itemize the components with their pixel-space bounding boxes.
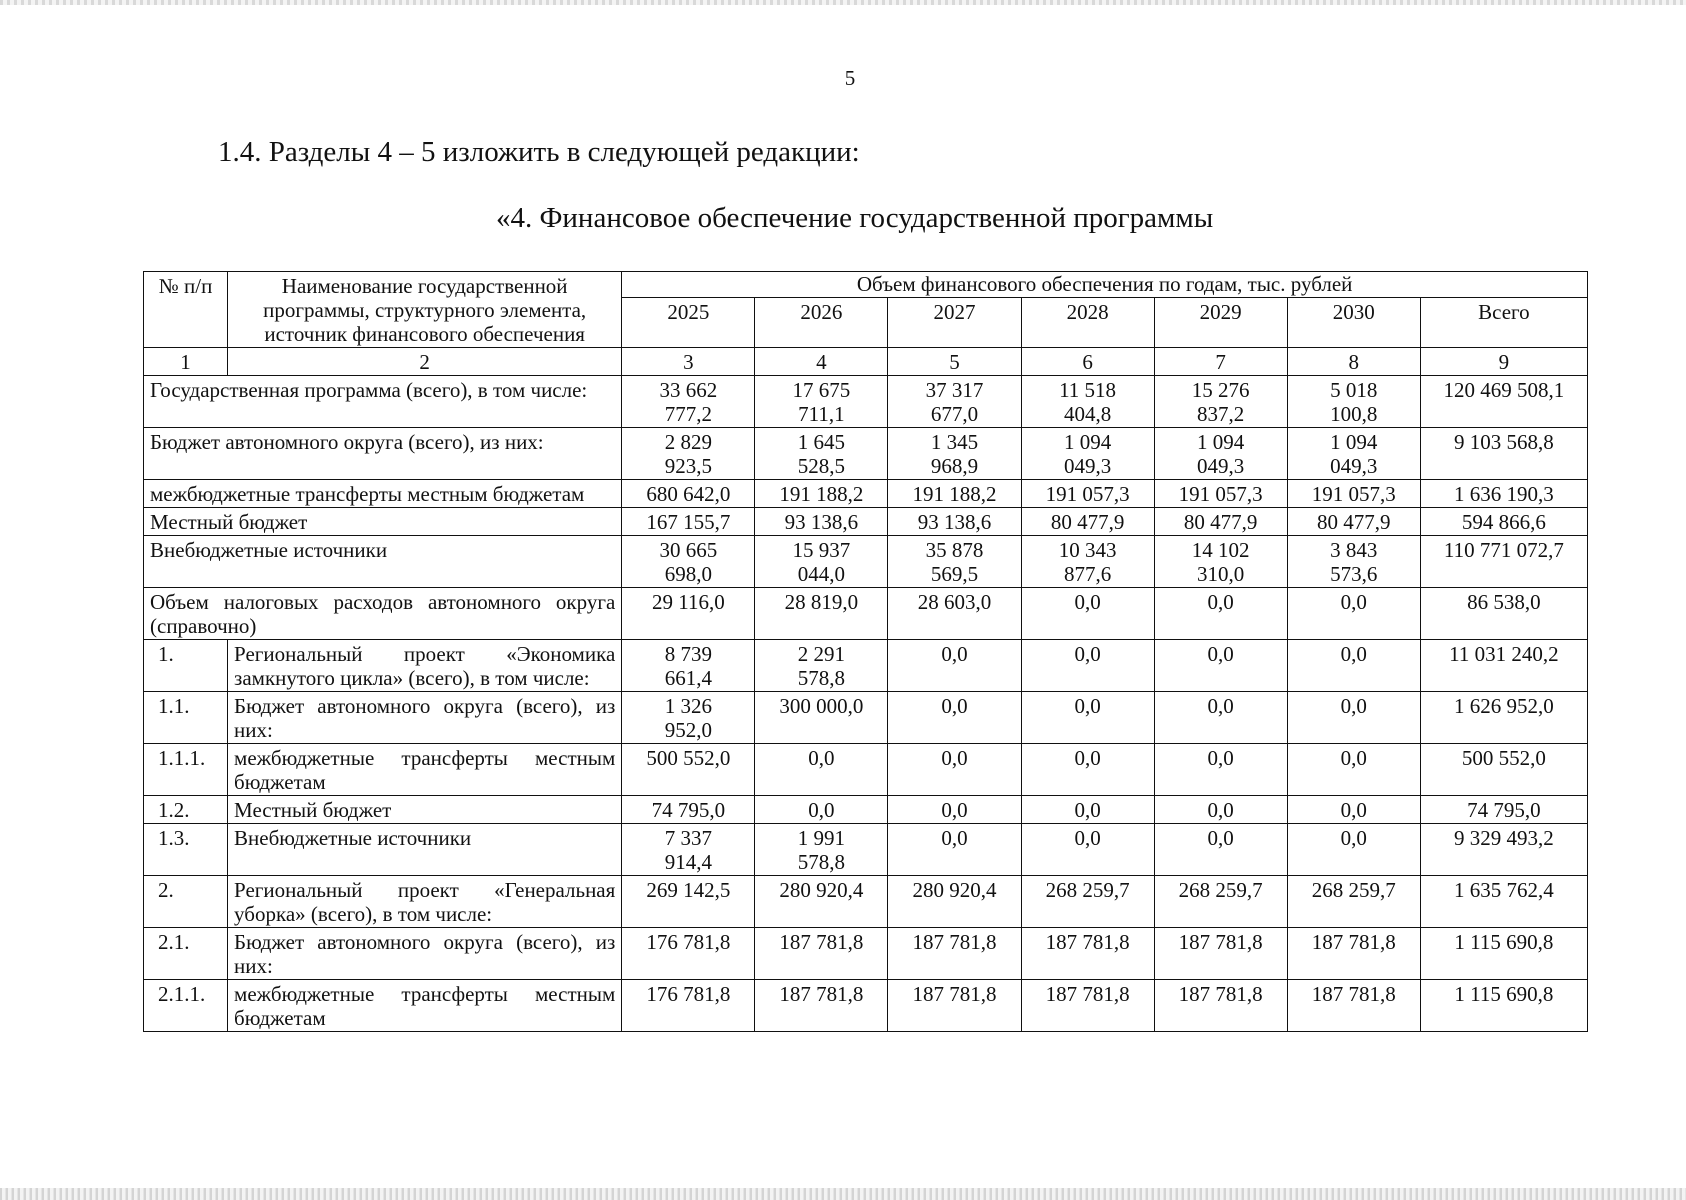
value-line: 500 552,0 bbox=[1461, 746, 1546, 770]
value-line: 187 781,8 bbox=[1045, 930, 1130, 954]
value-line: 0,0 bbox=[941, 746, 968, 770]
value-line: 1 094 bbox=[1197, 430, 1245, 454]
value-cell bbox=[888, 692, 1021, 744]
page-number: 5 bbox=[844, 66, 856, 90]
row-index: 1.1.1. bbox=[144, 744, 228, 796]
value-cell bbox=[622, 692, 755, 744]
value-line: 15 276 bbox=[1191, 378, 1250, 402]
value-line: 15 937 bbox=[792, 538, 851, 562]
total-cell bbox=[1420, 640, 1587, 692]
table-row bbox=[144, 928, 1588, 980]
value-cell bbox=[622, 796, 755, 824]
value-cell bbox=[1021, 588, 1154, 640]
value-cell bbox=[888, 588, 1021, 640]
scan-edge-bottom bbox=[0, 1188, 1686, 1200]
value-line: 0,0 bbox=[1074, 590, 1101, 614]
value-line: 35 878 bbox=[925, 538, 984, 562]
value-line: 0,0 bbox=[1207, 694, 1234, 718]
total-cell bbox=[1420, 588, 1587, 640]
value-line: 2 829 bbox=[664, 430, 712, 454]
total-cell bbox=[1420, 980, 1587, 1032]
total-cell bbox=[1420, 536, 1587, 588]
value-line: 86 538,0 bbox=[1467, 590, 1541, 614]
value-cell bbox=[755, 980, 888, 1032]
value-line: 187 781,8 bbox=[1311, 982, 1396, 1006]
value-line: 5 018 bbox=[1330, 378, 1378, 402]
value-line: 80 477,9 bbox=[1050, 510, 1125, 534]
value-line: 300 000,0 bbox=[779, 694, 864, 718]
value-cell bbox=[1154, 640, 1287, 692]
value-line: 28 603,0 bbox=[917, 590, 992, 614]
value-cell bbox=[1287, 588, 1420, 640]
table-row bbox=[144, 980, 1588, 1032]
summary-row bbox=[144, 536, 1588, 588]
value-line: 661,4 bbox=[664, 666, 712, 690]
value-line: 11 518 bbox=[1059, 378, 1117, 402]
value-cell bbox=[1287, 744, 1420, 796]
value-line: 594 866,6 bbox=[1461, 510, 1546, 534]
value-cell bbox=[888, 876, 1021, 928]
value-line: 698,0 bbox=[664, 562, 712, 586]
header-num: № п/п bbox=[144, 272, 228, 348]
table-row bbox=[144, 640, 1588, 692]
value-cell bbox=[888, 480, 1021, 508]
value-line: 2 291 bbox=[797, 642, 846, 666]
value-line: 711,1 bbox=[798, 402, 845, 426]
value-line: 777,2 bbox=[664, 402, 712, 426]
row-index: 1.2. bbox=[144, 796, 228, 824]
value-line: 1 626 952,0 bbox=[1454, 694, 1554, 718]
header-year: 2028 bbox=[1021, 298, 1154, 348]
value-line: 93 138,6 bbox=[784, 510, 859, 534]
value-line: 837,2 bbox=[1197, 402, 1245, 426]
value-line: 187 781,8 bbox=[1178, 982, 1263, 1006]
value-line: 0,0 bbox=[1074, 642, 1101, 666]
column-number: 9 bbox=[1420, 348, 1587, 376]
value-line: 33 662 bbox=[659, 378, 718, 402]
value-line: 680 642,0 bbox=[646, 482, 731, 506]
value-cell bbox=[622, 824, 755, 876]
value-line: 191 188,2 bbox=[779, 482, 864, 506]
value-line: 9 329 493,2 bbox=[1454, 826, 1554, 850]
value-cell bbox=[1021, 744, 1154, 796]
value-cell bbox=[1154, 508, 1287, 536]
total-cell bbox=[1420, 692, 1587, 744]
total-cell bbox=[1420, 796, 1587, 824]
header-year: 2029 bbox=[1154, 298, 1287, 348]
scan-edge-top bbox=[0, 0, 1686, 5]
value-line: 17 675 bbox=[792, 378, 851, 402]
row-label: Объем налоговых расходов автономного округа (справочно) bbox=[144, 588, 622, 640]
value-line: 187 781,8 bbox=[912, 982, 997, 1006]
value-cell bbox=[1287, 980, 1420, 1032]
value-line: 187 781,8 bbox=[779, 930, 864, 954]
value-line: 8 739 bbox=[664, 642, 712, 666]
value-line: 29 116,0 bbox=[651, 590, 725, 614]
value-line: 30 665 bbox=[659, 538, 718, 562]
value-line: 0,0 bbox=[1340, 590, 1367, 614]
total-cell bbox=[1420, 480, 1587, 508]
row-index: 1.1. bbox=[144, 692, 228, 744]
value-line: 578,8 bbox=[797, 666, 846, 690]
value-line: 573,6 bbox=[1330, 562, 1378, 586]
row-index: 2.1. bbox=[144, 928, 228, 980]
value-cell bbox=[755, 376, 888, 428]
value-cell bbox=[888, 824, 1021, 876]
row-index: 2.1.1. bbox=[144, 980, 228, 1032]
value-line: 1 326 bbox=[664, 694, 712, 718]
table-row bbox=[144, 824, 1588, 876]
value-line: 1 115 690,8 bbox=[1454, 982, 1554, 1006]
value-cell bbox=[1021, 428, 1154, 480]
value-line: 044,0 bbox=[797, 562, 846, 586]
value-cell bbox=[755, 824, 888, 876]
summary-row bbox=[144, 508, 1588, 536]
value-cell bbox=[888, 428, 1021, 480]
row-label: Внебюджетные источники bbox=[228, 824, 622, 876]
value-cell bbox=[622, 508, 755, 536]
value-line: 0,0 bbox=[1207, 826, 1234, 850]
value-line: 677,0 bbox=[930, 402, 979, 426]
value-line: 0,0 bbox=[1207, 746, 1234, 770]
row-label: Внебюджетные источники bbox=[144, 536, 622, 588]
header-name: Наименование государственной программы, структурного элемента, источник финансового обеспечения bbox=[228, 272, 622, 348]
value-line: 14 102 bbox=[1191, 538, 1250, 562]
value-cell bbox=[622, 876, 755, 928]
value-cell bbox=[1021, 980, 1154, 1032]
value-line: 80 477,9 bbox=[1183, 510, 1258, 534]
value-line: 0,0 bbox=[1340, 798, 1367, 822]
column-number: 2 bbox=[228, 348, 622, 376]
value-line: 578,8 bbox=[797, 850, 846, 874]
row-index: 2. bbox=[144, 876, 228, 928]
summary-row bbox=[144, 376, 1588, 428]
value-line: 11 031 240,2 bbox=[1449, 642, 1559, 666]
value-line: 187 781,8 bbox=[1178, 930, 1263, 954]
value-cell bbox=[1287, 376, 1420, 428]
value-line: 37 317 bbox=[925, 378, 984, 402]
value-line: 110 771 072,7 bbox=[1443, 538, 1564, 562]
value-line: 74 795,0 bbox=[1467, 798, 1541, 822]
value-cell bbox=[888, 744, 1021, 796]
row-label: межбюджетные трансферты местным бюджетам bbox=[228, 980, 622, 1032]
value-cell bbox=[755, 744, 888, 796]
value-line: 120 469 508,1 bbox=[1443, 378, 1565, 402]
value-line: 877,6 bbox=[1063, 562, 1112, 586]
table-header bbox=[144, 272, 1588, 376]
table-row bbox=[144, 876, 1588, 928]
value-cell bbox=[1021, 796, 1154, 824]
value-cell bbox=[888, 928, 1021, 980]
value-cell bbox=[622, 928, 755, 980]
value-cell bbox=[622, 640, 755, 692]
value-line: 0,0 bbox=[1340, 642, 1367, 666]
value-cell bbox=[888, 640, 1021, 692]
value-line: 187 781,8 bbox=[1311, 930, 1396, 954]
value-line: 0,0 bbox=[808, 746, 835, 770]
value-cell bbox=[1154, 536, 1287, 588]
value-line: 187 781,8 bbox=[912, 930, 997, 954]
value-cell bbox=[1021, 876, 1154, 928]
value-cell bbox=[755, 508, 888, 536]
value-line: 0,0 bbox=[1207, 590, 1234, 614]
table-body bbox=[144, 376, 1588, 1032]
row-label: Бюджет автономного округа (всего), из них: bbox=[144, 428, 622, 480]
value-line: 0,0 bbox=[1074, 798, 1101, 822]
value-cell bbox=[888, 376, 1021, 428]
value-cell bbox=[888, 796, 1021, 824]
value-line: 9 103 568,8 bbox=[1454, 430, 1554, 454]
value-line: 1 636 190,3 bbox=[1454, 482, 1554, 506]
value-line: 0,0 bbox=[1340, 694, 1367, 718]
summary-row bbox=[144, 480, 1588, 508]
header-year: 2025 bbox=[622, 298, 755, 348]
column-number: 7 bbox=[1154, 348, 1287, 376]
value-cell bbox=[1021, 928, 1154, 980]
value-cell bbox=[1287, 796, 1420, 824]
value-line: 7 337 bbox=[664, 826, 712, 850]
value-cell bbox=[1287, 824, 1420, 876]
value-cell bbox=[1287, 536, 1420, 588]
value-line: 191 188,2 bbox=[912, 482, 997, 506]
value-line: 74 795,0 bbox=[651, 798, 726, 822]
total-cell bbox=[1420, 744, 1587, 796]
value-cell bbox=[1154, 428, 1287, 480]
value-cell bbox=[622, 536, 755, 588]
value-cell bbox=[622, 376, 755, 428]
header-group: Объем финансового обеспечения по годам, тыс. рублей bbox=[622, 272, 1588, 298]
value-cell bbox=[1287, 876, 1420, 928]
value-cell bbox=[1021, 536, 1154, 588]
value-line: 0,0 bbox=[941, 642, 968, 666]
row-label: Местный бюджет bbox=[228, 796, 622, 824]
value-cell bbox=[1287, 640, 1420, 692]
value-cell bbox=[622, 980, 755, 1032]
table-row bbox=[144, 796, 1588, 824]
value-line: 0,0 bbox=[808, 798, 835, 822]
value-line: 968,9 bbox=[930, 454, 979, 478]
value-cell bbox=[755, 536, 888, 588]
row-label: Бюджет автономного округа (всего), из них: bbox=[228, 928, 622, 980]
value-line: 3 843 bbox=[1330, 538, 1378, 562]
value-cell bbox=[1287, 480, 1420, 508]
value-cell bbox=[622, 480, 755, 508]
value-line: 176 781,8 bbox=[646, 982, 731, 1006]
value-line: 268 259,7 bbox=[1311, 878, 1396, 902]
value-line: 176 781,8 bbox=[646, 930, 731, 954]
column-number: 8 bbox=[1287, 348, 1420, 376]
value-cell bbox=[755, 876, 888, 928]
value-line: 191 057,3 bbox=[1178, 482, 1263, 506]
value-line: 0,0 bbox=[941, 826, 968, 850]
value-line: 0,0 bbox=[1340, 746, 1367, 770]
row-label: Региональный проект «Генеральная уборка» (всего), в том числе: bbox=[228, 876, 622, 928]
value-cell bbox=[755, 428, 888, 480]
financing-table bbox=[143, 271, 1588, 1032]
value-cell bbox=[622, 588, 755, 640]
value-line: 1 094 bbox=[1330, 430, 1378, 454]
value-cell bbox=[1021, 376, 1154, 428]
value-cell bbox=[1154, 480, 1287, 508]
value-line: 187 781,8 bbox=[1045, 982, 1130, 1006]
value-cell bbox=[1154, 692, 1287, 744]
value-cell bbox=[755, 588, 888, 640]
section-title: «4. Финансовое обеспечение государственной программы bbox=[496, 202, 1214, 234]
value-cell bbox=[755, 480, 888, 508]
row-index: 1. bbox=[144, 640, 228, 692]
value-line: 1 345 bbox=[930, 430, 979, 454]
value-cell bbox=[1021, 824, 1154, 876]
value-cell bbox=[1154, 588, 1287, 640]
value-cell bbox=[755, 796, 888, 824]
total-cell bbox=[1420, 928, 1587, 980]
column-number: 4 bbox=[755, 348, 888, 376]
value-line: 280 920,4 bbox=[779, 878, 864, 902]
value-line: 0,0 bbox=[1074, 746, 1101, 770]
value-cell bbox=[1154, 744, 1287, 796]
value-line: 1 645 bbox=[797, 430, 846, 454]
value-line: 914,4 bbox=[664, 850, 712, 874]
value-line: 80 477,9 bbox=[1316, 510, 1391, 534]
total-cell bbox=[1420, 876, 1587, 928]
total-cell bbox=[1420, 428, 1587, 480]
value-cell bbox=[1154, 824, 1287, 876]
value-line: 0,0 bbox=[1340, 826, 1367, 850]
header-year: 2030 bbox=[1287, 298, 1420, 348]
header-year: 2027 bbox=[888, 298, 1021, 348]
value-line: 268 259,7 bbox=[1178, 878, 1263, 902]
value-cell bbox=[888, 536, 1021, 588]
value-cell bbox=[1154, 376, 1287, 428]
value-cell bbox=[1021, 692, 1154, 744]
value-cell bbox=[1154, 928, 1287, 980]
value-line: 0,0 bbox=[1074, 826, 1101, 850]
value-line: 191 057,3 bbox=[1045, 482, 1130, 506]
value-line: 93 138,6 bbox=[917, 510, 992, 534]
table-row bbox=[144, 744, 1588, 796]
value-line: 268 259,7 bbox=[1045, 878, 1130, 902]
row-label: межбюджетные трансферты местным бюджетам bbox=[144, 480, 622, 508]
value-cell bbox=[755, 640, 888, 692]
value-line: 0,0 bbox=[941, 798, 968, 822]
total-cell bbox=[1420, 824, 1587, 876]
value-cell bbox=[755, 928, 888, 980]
value-line: 0,0 bbox=[1207, 798, 1234, 822]
column-number: 5 bbox=[888, 348, 1021, 376]
value-cell bbox=[1287, 428, 1420, 480]
row-label: Региональный проект «Экономика замкнутого цикла» (всего), в том числе: bbox=[228, 640, 622, 692]
value-line: 1 635 762,4 bbox=[1454, 878, 1554, 902]
value-line: 280 920,4 bbox=[912, 878, 997, 902]
value-line: 100,8 bbox=[1330, 402, 1378, 426]
value-cell bbox=[1287, 692, 1420, 744]
table-row bbox=[144, 692, 1588, 744]
value-line: 269 142,5 bbox=[646, 878, 731, 902]
value-line: 528,5 bbox=[797, 454, 846, 478]
value-line: 952,0 bbox=[664, 718, 712, 742]
value-cell bbox=[888, 980, 1021, 1032]
value-line: 187 781,8 bbox=[779, 982, 864, 1006]
value-cell bbox=[1021, 508, 1154, 536]
value-line: 049,3 bbox=[1330, 454, 1378, 478]
row-index: 1.3. bbox=[144, 824, 228, 876]
value-line: 404,8 bbox=[1063, 402, 1112, 426]
value-cell bbox=[1287, 508, 1420, 536]
summary-row bbox=[144, 588, 1588, 640]
value-line: 1 094 bbox=[1063, 430, 1112, 454]
value-cell bbox=[1287, 928, 1420, 980]
header-year: 2026 bbox=[755, 298, 888, 348]
row-label: Бюджет автономного округа (всего), из них: bbox=[228, 692, 622, 744]
row-label: Местный бюджет bbox=[144, 508, 622, 536]
value-line: 923,5 bbox=[664, 454, 712, 478]
value-line: 0,0 bbox=[941, 694, 968, 718]
value-line: 310,0 bbox=[1197, 562, 1245, 586]
value-line: 500 552,0 bbox=[646, 746, 731, 770]
value-cell bbox=[622, 744, 755, 796]
row-label: Государственная программа (всего), в том числе: bbox=[144, 376, 622, 428]
total-cell bbox=[1420, 508, 1587, 536]
value-line: 10 343 bbox=[1058, 538, 1117, 562]
column-number: 1 bbox=[144, 348, 228, 376]
summary-row bbox=[144, 428, 1588, 480]
value-line: 049,3 bbox=[1063, 454, 1112, 478]
value-line: 167 155,7 bbox=[646, 510, 731, 534]
value-cell bbox=[1154, 796, 1287, 824]
value-line: 28 819,0 bbox=[784, 590, 859, 614]
header-total: Всего bbox=[1420, 298, 1587, 348]
value-cell bbox=[1154, 980, 1287, 1032]
column-number: 3 bbox=[622, 348, 755, 376]
value-cell bbox=[1021, 640, 1154, 692]
value-line: 1 115 690,8 bbox=[1454, 930, 1554, 954]
value-line: 0,0 bbox=[1074, 694, 1101, 718]
instruction-text: 1.4. Разделы 4 – 5 изложить в следующей редакции: bbox=[218, 136, 860, 168]
value-cell bbox=[755, 692, 888, 744]
total-cell bbox=[1420, 376, 1587, 428]
value-cell bbox=[1154, 876, 1287, 928]
value-line: 0,0 bbox=[1207, 642, 1234, 666]
value-cell bbox=[888, 508, 1021, 536]
value-cell bbox=[1021, 480, 1154, 508]
value-cell bbox=[622, 428, 755, 480]
value-line: 1 991 bbox=[797, 826, 846, 850]
value-line: 191 057,3 bbox=[1311, 482, 1396, 506]
column-number: 6 bbox=[1021, 348, 1154, 376]
value-line: 049,3 bbox=[1197, 454, 1245, 478]
row-label: межбюджетные трансферты местным бюджетам bbox=[228, 744, 622, 796]
value-line: 569,5 bbox=[930, 562, 979, 586]
